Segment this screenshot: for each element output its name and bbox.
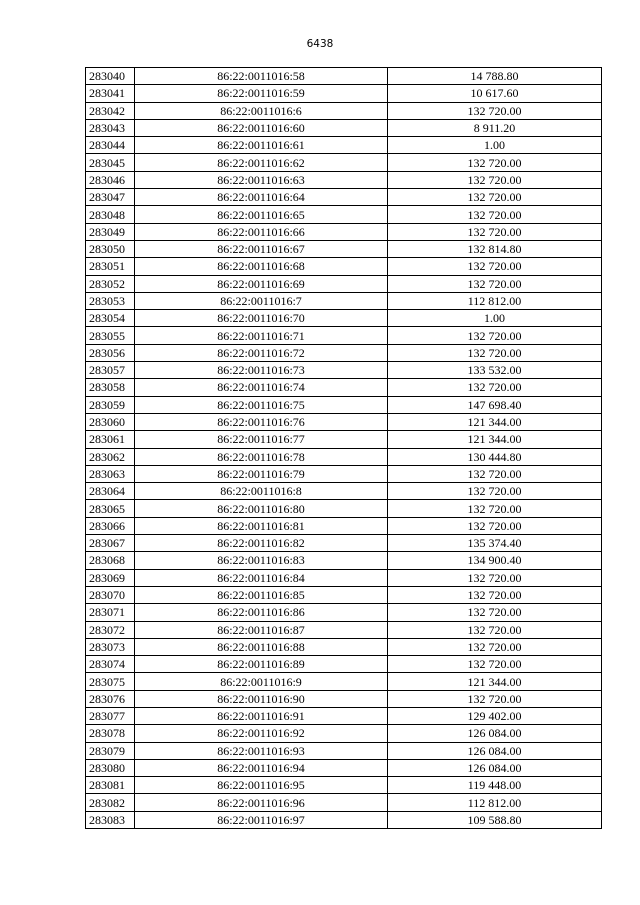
table-row xyxy=(86,656,602,673)
cadastral-value-cell: 126 084.00 xyxy=(388,759,602,776)
cadastral-number-cell: 86:22:0011016:6 xyxy=(135,102,388,119)
table-row xyxy=(86,535,602,552)
table-row xyxy=(86,310,602,327)
row-number-cell: 283069 xyxy=(86,569,135,586)
row-number-cell: 283057 xyxy=(86,362,135,379)
row-number-cell: 283042 xyxy=(86,102,135,119)
table-row xyxy=(86,673,602,690)
table-row xyxy=(86,240,602,257)
row-number-cell: 283043 xyxy=(86,119,135,136)
row-number-cell: 283055 xyxy=(86,327,135,344)
cadastral-number-cell: 86:22:0011016:62 xyxy=(135,154,388,171)
row-number-cell: 283065 xyxy=(86,500,135,517)
row-number-cell: 283044 xyxy=(86,137,135,154)
row-number-cell: 283073 xyxy=(86,638,135,655)
cadastral-value-cell: 132 720.00 xyxy=(388,327,602,344)
cadastral-number-cell: 86:22:0011016:71 xyxy=(135,327,388,344)
cadastral-number-cell: 86:22:0011016:76 xyxy=(135,413,388,430)
cadastral-number-cell: 86:22:0011016:90 xyxy=(135,690,388,707)
cadastral-number-cell: 86:22:0011016:70 xyxy=(135,310,388,327)
table-row xyxy=(86,500,602,517)
row-number-cell: 283079 xyxy=(86,742,135,759)
row-number-cell: 283050 xyxy=(86,240,135,257)
table-row xyxy=(86,396,602,413)
cadastral-number-cell: 86:22:0011016:73 xyxy=(135,362,388,379)
table-row xyxy=(86,102,602,119)
table-row xyxy=(86,621,602,638)
table-row xyxy=(86,258,602,275)
table-row xyxy=(86,794,602,811)
cadastral-value-cell: 129 402.00 xyxy=(388,707,602,724)
cadastral-number-cell: 86:22:0011016:88 xyxy=(135,638,388,655)
table-row xyxy=(86,344,602,361)
row-number-cell: 283063 xyxy=(86,465,135,482)
table-row xyxy=(86,171,602,188)
row-number-cell: 283053 xyxy=(86,292,135,309)
cadastral-number-cell: 86:22:0011016:74 xyxy=(135,379,388,396)
row-number-cell: 283058 xyxy=(86,379,135,396)
cadastral-value-cell: 121 344.00 xyxy=(388,431,602,448)
table-row xyxy=(86,707,602,724)
cadastral-number-cell: 86:22:0011016:63 xyxy=(135,171,388,188)
row-number-cell: 283046 xyxy=(86,171,135,188)
cadastral-number-cell: 86:22:0011016:69 xyxy=(135,275,388,292)
table-row xyxy=(86,275,602,292)
cadastral-value-cell: 133 532.00 xyxy=(388,362,602,379)
row-number-cell: 283082 xyxy=(86,794,135,811)
cadastral-number-cell: 86:22:0011016:78 xyxy=(135,448,388,465)
cadastral-value-cell: 132 720.00 xyxy=(388,604,602,621)
page-number: 6438 xyxy=(306,38,334,50)
row-number-cell: 283071 xyxy=(86,604,135,621)
cadastral-value-cell: 109 588.80 xyxy=(388,811,602,828)
cadastral-value-cell: 126 084.00 xyxy=(388,725,602,742)
cadastral-number-cell: 86:22:0011016:86 xyxy=(135,604,388,621)
cadastral-number-cell: 86:22:0011016:79 xyxy=(135,465,388,482)
cadastral-number-cell: 86:22:0011016:64 xyxy=(135,189,388,206)
cadastral-number-cell: 86:22:0011016:82 xyxy=(135,535,388,552)
cadastral-value-cell: 1.00 xyxy=(388,310,602,327)
row-number-cell: 283041 xyxy=(86,85,135,102)
table-row xyxy=(86,465,602,482)
cadastral-number-cell: 86:22:0011016:68 xyxy=(135,258,388,275)
cadastral-number-cell: 86:22:0011016:9 xyxy=(135,673,388,690)
cadastral-value-cell: 132 720.00 xyxy=(388,465,602,482)
row-number-cell: 283067 xyxy=(86,535,135,552)
table-row xyxy=(86,119,602,136)
cadastral-number-cell: 86:22:0011016:87 xyxy=(135,621,388,638)
table-row xyxy=(86,85,602,102)
cadastral-number-cell: 86:22:0011016:67 xyxy=(135,240,388,257)
row-number-cell: 283078 xyxy=(86,725,135,742)
cadastral-value-cell: 132 720.00 xyxy=(388,690,602,707)
cadastral-number-cell: 86:22:0011016:83 xyxy=(135,552,388,569)
cadastral-value-table xyxy=(85,67,602,829)
cadastral-value-cell: 132 720.00 xyxy=(388,275,602,292)
row-number-cell: 283064 xyxy=(86,483,135,500)
table-row xyxy=(86,690,602,707)
row-number-cell: 283070 xyxy=(86,586,135,603)
cadastral-number-cell: 86:22:0011016:58 xyxy=(135,68,388,85)
cadastral-value-cell: 132 814.80 xyxy=(388,240,602,257)
table-row xyxy=(86,517,602,534)
cadastral-value-cell: 1.00 xyxy=(388,137,602,154)
table-row xyxy=(86,742,602,759)
cadastral-number-cell: 86:22:0011016:8 xyxy=(135,483,388,500)
cadastral-number-cell: 86:22:0011016:84 xyxy=(135,569,388,586)
cadastral-value-cell: 135 374.40 xyxy=(388,535,602,552)
cadastral-number-cell: 86:22:0011016:96 xyxy=(135,794,388,811)
cadastral-value-cell: 112 812.00 xyxy=(388,794,602,811)
cadastral-number-cell: 86:22:0011016:59 xyxy=(135,85,388,102)
row-number-cell: 283061 xyxy=(86,431,135,448)
row-number-cell: 283076 xyxy=(86,690,135,707)
table-row xyxy=(86,68,602,85)
cadastral-value-cell: 132 720.00 xyxy=(388,517,602,534)
table-row xyxy=(86,448,602,465)
cadastral-value-cell: 132 720.00 xyxy=(388,206,602,223)
table-row xyxy=(86,379,602,396)
cadastral-value-cell: 112 812.00 xyxy=(388,292,602,309)
row-number-cell: 283052 xyxy=(86,275,135,292)
cadastral-value-cell: 132 720.00 xyxy=(388,500,602,517)
row-number-cell: 283072 xyxy=(86,621,135,638)
cadastral-value-cell: 119 448.00 xyxy=(388,777,602,794)
cadastral-value-cell: 134 900.40 xyxy=(388,552,602,569)
table-row xyxy=(86,811,602,828)
row-number-cell: 283062 xyxy=(86,448,135,465)
cadastral-number-cell: 86:22:0011016:95 xyxy=(135,777,388,794)
cadastral-number-cell: 86:22:0011016:77 xyxy=(135,431,388,448)
row-number-cell: 283056 xyxy=(86,344,135,361)
cadastral-value-cell: 132 720.00 xyxy=(388,569,602,586)
row-number-cell: 283045 xyxy=(86,154,135,171)
cadastral-number-cell: 86:22:0011016:75 xyxy=(135,396,388,413)
table-row xyxy=(86,154,602,171)
row-number-cell: 283066 xyxy=(86,517,135,534)
row-number-cell: 283051 xyxy=(86,258,135,275)
table-row xyxy=(86,552,602,569)
table-row xyxy=(86,604,602,621)
row-number-cell: 283049 xyxy=(86,223,135,240)
table-row xyxy=(86,725,602,742)
table-row xyxy=(86,431,602,448)
table-row xyxy=(86,223,602,240)
table-row xyxy=(86,586,602,603)
cadastral-value-cell: 132 720.00 xyxy=(388,171,602,188)
row-number-cell: 283059 xyxy=(86,396,135,413)
cadastral-number-cell: 86:22:0011016:89 xyxy=(135,656,388,673)
cadastral-value-cell: 132 720.00 xyxy=(388,223,602,240)
cadastral-number-cell: 86:22:0011016:7 xyxy=(135,292,388,309)
cadastral-value-cell: 132 720.00 xyxy=(388,379,602,396)
cadastral-value-cell: 132 720.00 xyxy=(388,586,602,603)
cadastral-value-cell: 126 084.00 xyxy=(388,742,602,759)
table-row xyxy=(86,759,602,776)
cadastral-value-cell: 132 720.00 xyxy=(388,638,602,655)
cadastral-value-cell: 132 720.00 xyxy=(388,102,602,119)
cadastral-value-cell: 121 344.00 xyxy=(388,673,602,690)
row-number-cell: 283081 xyxy=(86,777,135,794)
cadastral-number-cell: 86:22:0011016:94 xyxy=(135,759,388,776)
cadastral-value-cell: 10 617.60 xyxy=(388,85,602,102)
cadastral-number-cell: 86:22:0011016:85 xyxy=(135,586,388,603)
table-row xyxy=(86,777,602,794)
cadastral-number-cell: 86:22:0011016:93 xyxy=(135,742,388,759)
table-row xyxy=(86,137,602,154)
cadastral-number-cell: 86:22:0011016:92 xyxy=(135,725,388,742)
cadastral-number-cell: 86:22:0011016:65 xyxy=(135,206,388,223)
row-number-cell: 283074 xyxy=(86,656,135,673)
cadastral-value-cell: 132 720.00 xyxy=(388,483,602,500)
table-row xyxy=(86,483,602,500)
cadastral-value-cell: 132 720.00 xyxy=(388,258,602,275)
table-row xyxy=(86,413,602,430)
cadastral-number-cell: 86:22:0011016:91 xyxy=(135,707,388,724)
table-row xyxy=(86,638,602,655)
cadastral-value-cell: 14 788.80 xyxy=(388,68,602,85)
row-number-cell: 283077 xyxy=(86,707,135,724)
cadastral-value-cell: 132 720.00 xyxy=(388,189,602,206)
row-number-cell: 283075 xyxy=(86,673,135,690)
row-number-cell: 283083 xyxy=(86,811,135,828)
cadastral-number-cell: 86:22:0011016:80 xyxy=(135,500,388,517)
row-number-cell: 283047 xyxy=(86,189,135,206)
cadastral-value-cell: 132 720.00 xyxy=(388,621,602,638)
cadastral-value-cell: 132 720.00 xyxy=(388,656,602,673)
cadastral-number-cell: 86:22:0011016:81 xyxy=(135,517,388,534)
row-number-cell: 283054 xyxy=(86,310,135,327)
table-row xyxy=(86,362,602,379)
table-row xyxy=(86,292,602,309)
cadastral-number-cell: 86:22:0011016:60 xyxy=(135,119,388,136)
row-number-cell: 283040 xyxy=(86,68,135,85)
table-row xyxy=(86,569,602,586)
table-row xyxy=(86,327,602,344)
table-row xyxy=(86,206,602,223)
cadastral-value-cell: 8 911.20 xyxy=(388,119,602,136)
row-number-cell: 283060 xyxy=(86,413,135,430)
row-number-cell: 283048 xyxy=(86,206,135,223)
cadastral-value-cell: 130 444.80 xyxy=(388,448,602,465)
cadastral-value-cell: 132 720.00 xyxy=(388,344,602,361)
table-body xyxy=(86,68,602,829)
cadastral-number-cell: 86:22:0011016:97 xyxy=(135,811,388,828)
cadastral-number-cell: 86:22:0011016:66 xyxy=(135,223,388,240)
cadastral-value-cell: 147 698.40 xyxy=(388,396,602,413)
cadastral-value-cell: 121 344.00 xyxy=(388,413,602,430)
row-number-cell: 283068 xyxy=(86,552,135,569)
table-row xyxy=(86,189,602,206)
row-number-cell: 283080 xyxy=(86,759,135,776)
cadastral-value-cell: 132 720.00 xyxy=(388,154,602,171)
cadastral-number-cell: 86:22:0011016:72 xyxy=(135,344,388,361)
cadastral-number-cell: 86:22:0011016:61 xyxy=(135,137,388,154)
